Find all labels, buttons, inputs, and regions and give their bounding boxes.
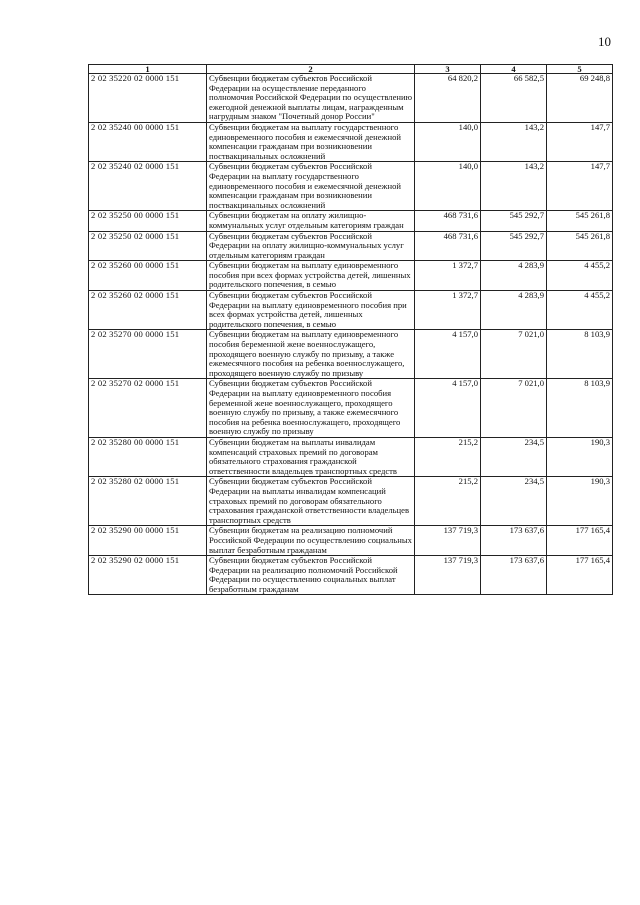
budget-code-cell: 2 02 35260 02 0000 151 [89,291,207,330]
budget-code-cell: 2 02 35270 00 0000 151 [89,330,207,379]
table-row [89,162,613,211]
value-cell-3: 8 103,9 [547,330,613,379]
value-cell-3: 190,3 [547,477,613,526]
column-header-value-3: 5 [547,65,613,74]
table-row [89,211,613,231]
budget-code-cell: 2 02 35250 02 0000 151 [89,231,207,261]
value-cell-2: 143,2 [481,122,547,161]
table-body [89,74,613,595]
description-cell: Субвенции бюджетам субъектов Российской Федерации на выплату единовременного пособия беременной жене военнослужащего, проходящего военную службу по призыву, а также ежемесячного пособия на ребенка военнослужащего, проходящего военную службу по призыву [207,379,415,438]
column-header-value-1: 3 [415,65,481,74]
description-cell: Субвенции бюджетам субъектов Российской Федерации на выплату государственного единовременного пособия и ежемесячной денежной компенсации гражданам при возникновении поствакцинальных осложнений [207,162,415,211]
budget-code-cell: 2 02 35280 02 0000 151 [89,477,207,526]
value-cell-1: 137 719,3 [415,556,481,595]
value-cell-1: 64 820,2 [415,74,481,123]
value-cell-2: 143,2 [481,162,547,211]
table-row [89,122,613,161]
table-row [89,291,613,330]
value-cell-3: 147,7 [547,122,613,161]
value-cell-2: 7 021,0 [481,379,547,438]
value-cell-3: 69 248,8 [547,74,613,123]
value-cell-1: 468 731,6 [415,231,481,261]
value-cell-3: 8 103,9 [547,379,613,438]
budget-code-cell: 2 02 35290 00 0000 151 [89,526,207,556]
value-cell-3: 177 165,4 [547,556,613,595]
table-row [89,437,613,476]
value-cell-3: 4 455,2 [547,261,613,291]
value-cell-3: 545 261,8 [547,211,613,231]
description-cell: Субвенции бюджетам субъектов Российской Федерации на выплаты инвалидам компенсаций страховых премий по договорам обязательного страхования гражданской ответственности владельцев транспортных средств [207,477,415,526]
description-cell: Субвенции бюджетам на реализацию полномочий Российской Федерации по осуществлению социальных выплат безработным гражданам [207,526,415,556]
value-cell-3: 4 455,2 [547,291,613,330]
budget-code-cell: 2 02 35290 02 0000 151 [89,556,207,595]
table-row [89,526,613,556]
description-cell: Субвенции бюджетам на выплаты инвалидам компенсаций страховых премий по договорам обязательного страхования гражданской ответственности владельцев транспортных средств [207,437,415,476]
budget-revenue-table [88,64,613,595]
value-cell-3: 545 261,8 [547,231,613,261]
value-cell-2: 66 582,5 [481,74,547,123]
table-row [89,261,613,291]
description-cell: Субвенции бюджетам субъектов Российской Федерации на выплату единовременного пособия при всех формах устройства детей, лишенных родительского попечения, в семью [207,291,415,330]
value-cell-2: 4 283,9 [481,261,547,291]
budget-code-cell: 2 02 35280 00 0000 151 [89,437,207,476]
page-number: 10 [598,34,611,49]
value-cell-3: 147,7 [547,162,613,211]
value-cell-1: 140,0 [415,162,481,211]
table-row [89,379,613,438]
value-cell-1: 215,2 [415,477,481,526]
budget-code-cell: 2 02 35240 00 0000 151 [89,122,207,161]
value-cell-1: 468 731,6 [415,211,481,231]
table-row [89,330,613,379]
value-cell-1: 215,2 [415,437,481,476]
column-header-name: 2 [207,65,415,74]
value-cell-1: 4 157,0 [415,330,481,379]
value-cell-2: 173 637,6 [481,556,547,595]
description-cell: Субвенции бюджетам на оплату жилищно-коммунальных услуг отдельным категориям граждан [207,211,415,231]
value-cell-1: 1 372,7 [415,291,481,330]
budget-code-cell: 2 02 35220 02 0000 151 [89,74,207,123]
budget-code-cell: 2 02 35240 02 0000 151 [89,162,207,211]
table-row [89,556,613,595]
description-cell: Субвенции бюджетам на выплату государственного единовременного пособия и ежемесячной денежной компенсации гражданам при возникновении поствакцинальных осложнений [207,122,415,161]
value-cell-2: 173 637,6 [481,526,547,556]
budget-code-cell: 2 02 35260 00 0000 151 [89,261,207,291]
value-cell-2: 234,5 [481,437,547,476]
column-header-code: 1 [89,65,207,74]
table-row [89,74,613,123]
value-cell-2: 4 283,9 [481,291,547,330]
value-cell-2: 545 292,7 [481,231,547,261]
value-cell-1: 1 372,7 [415,261,481,291]
value-cell-2: 234,5 [481,477,547,526]
table-row [89,477,613,526]
value-cell-3: 190,3 [547,437,613,476]
value-cell-3: 177 165,4 [547,526,613,556]
value-cell-2: 545 292,7 [481,211,547,231]
budget-code-cell: 2 02 35270 02 0000 151 [89,379,207,438]
description-cell: Субвенции бюджетам субъектов Российской Федерации на реализацию полномочий Российской Федерации по осуществлению социальных выплат безработным гражданам [207,556,415,595]
value-cell-1: 4 157,0 [415,379,481,438]
table-row [89,231,613,261]
description-cell: Субвенции бюджетам субъектов Российской Федерации на оплату жилищно-коммунальных услуг отдельным категориям граждан [207,231,415,261]
description-cell: Субвенции бюджетам на выплату единовременного пособия при всех формах устройства детей, лишенных родительского попечения, в семью [207,261,415,291]
description-cell: Субвенции бюджетам субъектов Российской Федерации на осуществление переданного полномочия Российской Федерации по осуществлению ежегодной денежной выплаты лицам, награжденным нагрудным знаком "Почетный донор России" [207,74,415,123]
description-cell: Субвенции бюджетам на выплату единовременного пособия беременной жене военнослужащего, проходящего военную службу по призыву, а также ежемесячного пособия на ребенка военнослужащего, проходящего военную службу по призыву [207,330,415,379]
value-cell-2: 7 021,0 [481,330,547,379]
value-cell-1: 140,0 [415,122,481,161]
budget-code-cell: 2 02 35250 00 0000 151 [89,211,207,231]
column-header-value-2: 4 [481,65,547,74]
value-cell-1: 137 719,3 [415,526,481,556]
